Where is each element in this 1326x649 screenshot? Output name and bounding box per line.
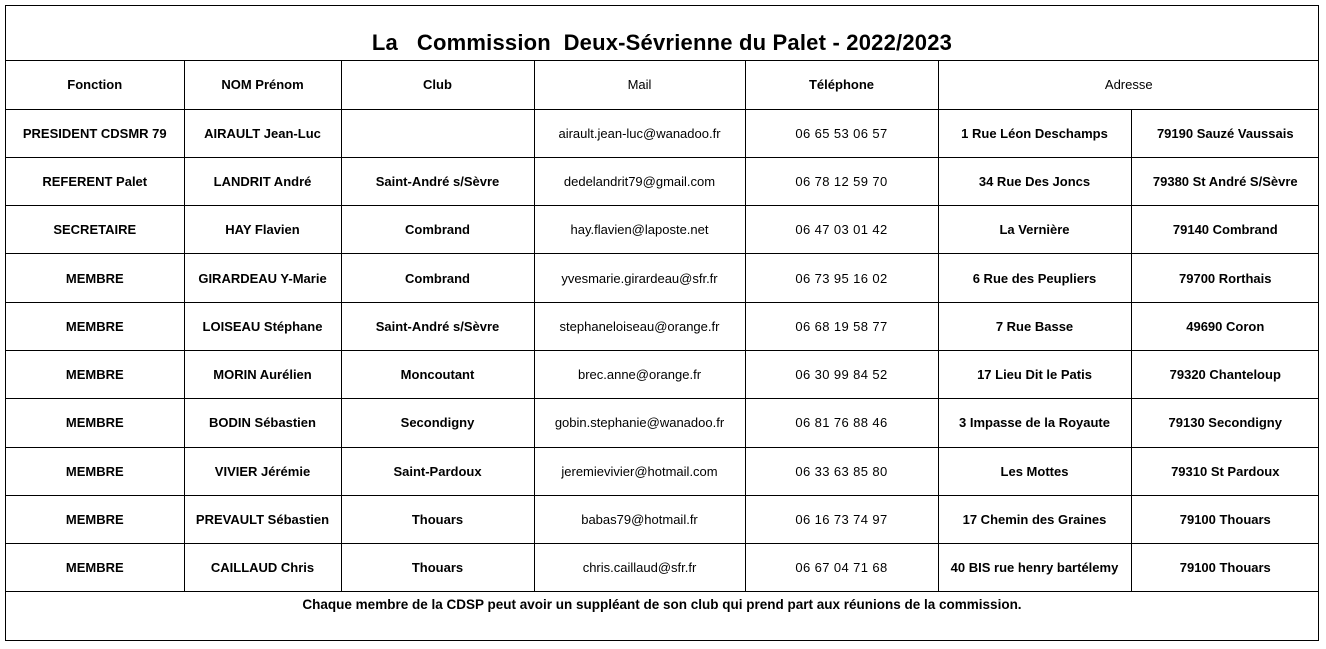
footer-note: Chaque membre de la CDSP peut avoir un suppléant de son club qui prend part aux réunions de la commission.	[302, 597, 1022, 612]
title-bar	[6, 6, 1318, 61]
cell-mail: dedelandrit79@gmail.com	[534, 157, 745, 205]
table-row	[6, 254, 1319, 302]
cell-nom-prenom: LOISEAU Stéphane	[184, 302, 341, 350]
cell-club: Combrand	[341, 206, 534, 254]
cell-adresse-ville: 79310 St Pardoux	[1131, 447, 1319, 495]
cell-adresse-ville: 49690 Coron	[1131, 302, 1319, 350]
cell-club: Saint-André s/Sèvre	[341, 302, 534, 350]
cell-telephone: 06 73 95 16 02	[745, 254, 938, 302]
table-row	[6, 206, 1319, 254]
cell-telephone: 06 65 53 06 57	[745, 109, 938, 157]
cell-nom-prenom: GIRARDEAU Y-Marie	[184, 254, 341, 302]
cell-mail: brec.anne@orange.fr	[534, 350, 745, 398]
cell-nom-prenom: LANDRIT André	[184, 157, 341, 205]
cell-adresse-rue: 34 Rue Des Joncs	[938, 157, 1131, 205]
members-table	[6, 61, 1319, 592]
header-row	[6, 61, 1319, 109]
cell-fonction: MEMBRE	[6, 254, 184, 302]
cell-telephone: 06 16 73 74 97	[745, 495, 938, 543]
cell-fonction: MEMBRE	[6, 544, 184, 592]
page-title: La Commission Deux-Sévrienne du Palet - 2022/2023	[371, 30, 953, 55]
cell-nom-prenom: PREVAULT Sébastien	[184, 495, 341, 543]
cell-telephone: 06 47 03 01 42	[745, 206, 938, 254]
cell-fonction: MEMBRE	[6, 399, 184, 447]
cell-adresse-ville: 79100 Thouars	[1131, 495, 1319, 543]
cell-adresse-ville: 79380 St André S/Sèvre	[1131, 157, 1319, 205]
table-row	[6, 157, 1319, 205]
cell-club	[341, 109, 534, 157]
header-fonction: Fonction	[6, 61, 184, 109]
cell-adresse-ville: 79100 Thouars	[1131, 544, 1319, 592]
cell-adresse-ville: 79700 Rorthais	[1131, 254, 1319, 302]
cell-mail: stephaneloiseau@orange.fr	[534, 302, 745, 350]
cell-nom-prenom: HAY Flavien	[184, 206, 341, 254]
cell-adresse-rue: 17 Chemin des Graines	[938, 495, 1131, 543]
cell-fonction: SECRETAIRE	[6, 206, 184, 254]
cell-telephone: 06 67 04 71 68	[745, 544, 938, 592]
cell-mail: gobin.stephanie@wanadoo.fr	[534, 399, 745, 447]
table-row	[6, 302, 1319, 350]
cell-nom-prenom: MORIN Aurélien	[184, 350, 341, 398]
cell-telephone: 06 33 63 85 80	[745, 447, 938, 495]
cell-telephone: 06 81 76 88 46	[745, 399, 938, 447]
cell-club: Combrand	[341, 254, 534, 302]
cell-mail: hay.flavien@laposte.net	[534, 206, 745, 254]
cell-fonction: MEMBRE	[6, 350, 184, 398]
table-row	[6, 399, 1319, 447]
header-nom-prenom: NOM Prénom	[184, 61, 341, 109]
members-body	[6, 109, 1319, 592]
cell-telephone: 06 68 19 58 77	[745, 302, 938, 350]
cell-adresse-ville: 79320 Chanteloup	[1131, 350, 1319, 398]
table-row	[6, 109, 1319, 157]
cell-adresse-ville: 79190 Sauzé Vaussais	[1131, 109, 1319, 157]
table-row	[6, 544, 1319, 592]
cell-adresse-rue: 1 Rue Léon Deschamps	[938, 109, 1131, 157]
header-club: Club	[341, 61, 534, 109]
cell-fonction: MEMBRE	[6, 495, 184, 543]
cell-adresse-ville: 79130 Secondigny	[1131, 399, 1319, 447]
cell-adresse-rue: Les Mottes	[938, 447, 1131, 495]
cell-fonction: MEMBRE	[6, 302, 184, 350]
cell-adresse-ville: 79140 Combrand	[1131, 206, 1319, 254]
cell-nom-prenom: CAILLAUD Chris	[184, 544, 341, 592]
header-telephone: Téléphone	[745, 61, 938, 109]
header-mail: Mail	[534, 61, 745, 109]
cell-adresse-rue: 6 Rue des Peupliers	[938, 254, 1131, 302]
cell-adresse-rue: 17 Lieu Dit le Patis	[938, 350, 1131, 398]
table-row	[6, 447, 1319, 495]
header-adresse: Adresse	[938, 61, 1319, 109]
cell-club: Thouars	[341, 495, 534, 543]
cell-adresse-rue: La Vernière	[938, 206, 1131, 254]
cell-club: Secondigny	[341, 399, 534, 447]
cell-nom-prenom: VIVIER Jérémie	[184, 447, 341, 495]
cell-fonction: PRESIDENT CDSMR 79	[6, 109, 184, 157]
cell-fonction: REFERENT Palet	[6, 157, 184, 205]
cell-mail: chris.caillaud@sfr.fr	[534, 544, 745, 592]
cell-adresse-rue: 3 Impasse de la Royaute	[938, 399, 1131, 447]
cell-club: Saint-André s/Sèvre	[341, 157, 534, 205]
table-row	[6, 350, 1319, 398]
cell-club: Moncoutant	[341, 350, 534, 398]
cell-nom-prenom: BODIN Sébastien	[184, 399, 341, 447]
cell-telephone: 06 78 12 59 70	[745, 157, 938, 205]
cell-nom-prenom: AIRAULT Jean-Luc	[184, 109, 341, 157]
cell-mail: jeremievivier@hotmail.com	[534, 447, 745, 495]
cell-club: Saint-Pardoux	[341, 447, 534, 495]
cell-club: Thouars	[341, 544, 534, 592]
commission-sheet	[5, 5, 1319, 641]
cell-mail: babas79@hotmail.fr	[534, 495, 745, 543]
cell-mail: airault.jean-luc@wanadoo.fr	[534, 109, 745, 157]
cell-mail: yvesmarie.girardeau@sfr.fr	[534, 254, 745, 302]
cell-telephone: 06 30 99 84 52	[745, 350, 938, 398]
cell-adresse-rue: 7 Rue Basse	[938, 302, 1131, 350]
table-row	[6, 495, 1319, 543]
cell-fonction: MEMBRE	[6, 447, 184, 495]
cell-adresse-rue: 40 BIS rue henry bartélemy	[938, 544, 1131, 592]
